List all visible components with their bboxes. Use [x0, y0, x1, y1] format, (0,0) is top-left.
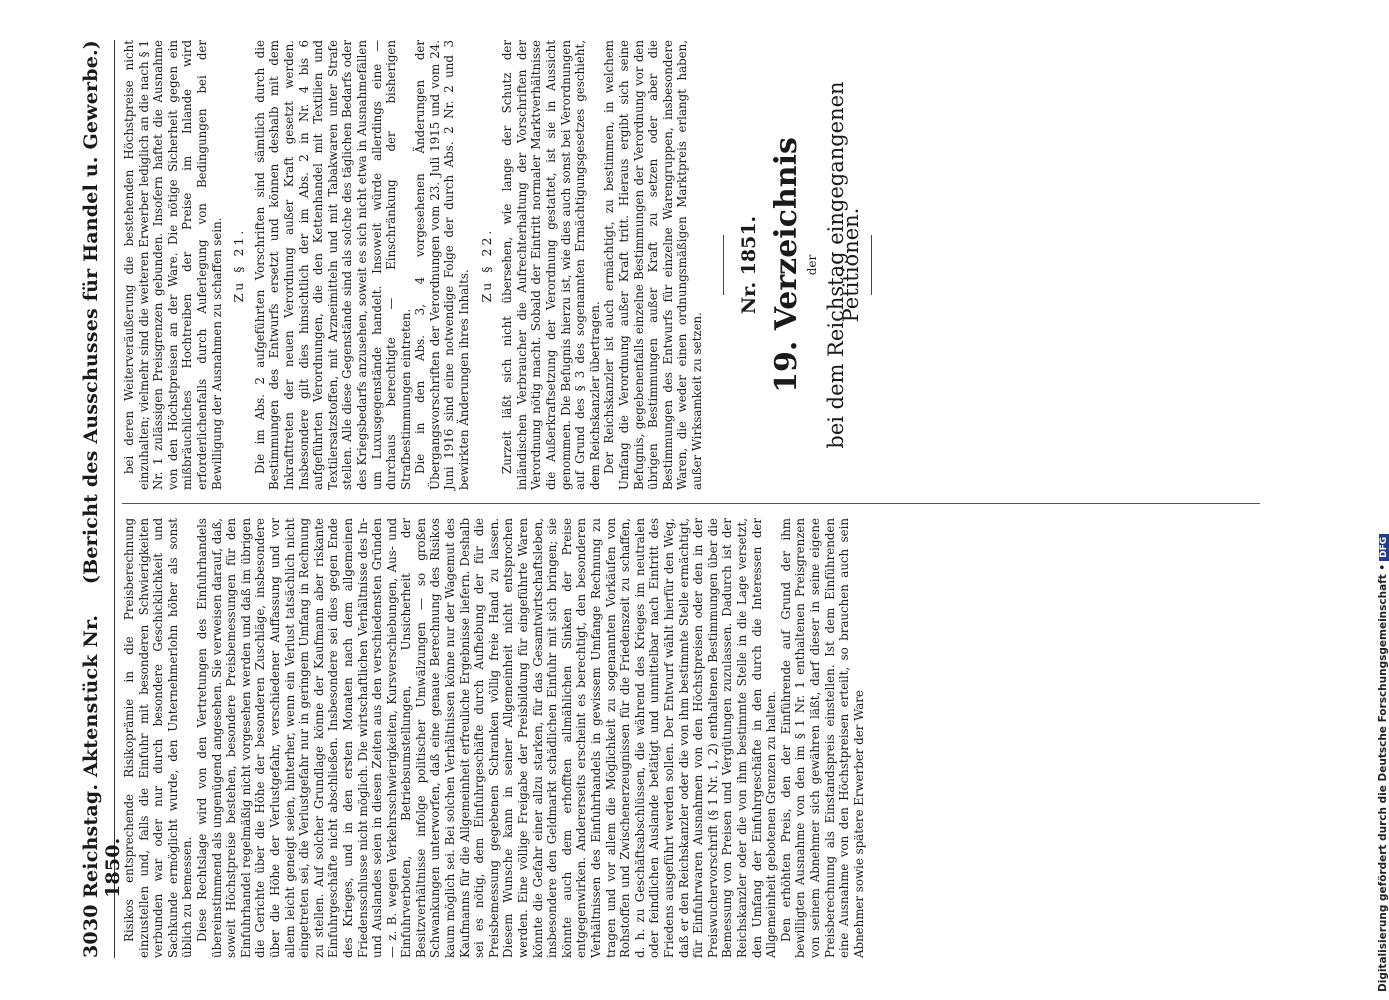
right-paragraph: Die in den Abs. 3, 4 vorgesehenen Änderungen der Übergangsvorschriften der Verordnungen vom 23. Juli 1915 und vom 24. Juni 1916 sind eine notwendige Folge der durch Abs. 2 Nr. 2 und 3 bewirkten Änderungen ihres Inhalts.	[413, 40, 472, 490]
digitization-credit	[1377, 534, 1389, 992]
left-paragraph: Diese Rechtslage wird von den Vertretungen des Einfuhrhandels übereinstimmend als ungenügend angesehen. Sie verweisen darauf, daß, soweit Höchstpreise bestehen, besondere Preisbemessungen für den Einfuhrhandel regelmäßig nicht vorgesehen werden und daß im übrigen die Gerichte über die Höhe der besonderen Zuschläge, insbesondere über die Höhe der Verlustgefahr, verschiedener Auffassung und vor allem leicht geneigt seien, hinterher, wenn ein Verlust tatsächlich nicht eingetreten sei, die Verlustgefahr nur in geringem Umfang in Rechnung zu stellen. Auf solcher Grundlage könne der Kaufmann aber riskante Einfuhrgeschäfte nicht abschließen. Insbesondere sei dies gegen Ende des Krieges, und in den ersten Monaten nach dem allgemeinen Friedensschlusse nicht möglich. Die wirtschaftlichen Verhältnisse des In- und Auslandes seien in diesen Zeiten aus den verschiedensten Gründen — z. B. wegen Verkehrsschwierigkeiten, Kursverschiebungen, Aus- und Einfuhrverboten, Betriebsumstellungen, Unsicherheit der Besitzverhältnisse infolge politischer Umwälzungen — so großen Schwankungen unterworfen, daß eine genaue Berechnung des Risikos kaum möglich sei. Bei solchen Verhältnissen könne nur der Wagemut des Kaufmanns für die Allgemeinheit erfreuliche Ergebnisse liefern. Deshalb sei es nötig, dem Einfuhrgeschäfte durch Aufhebung der für die Preisbemessung gegebenen Schranken völlig freie Hand zu lassen. Diesem Wunsche kann in seiner Allgemeinheit nicht entsprochen werden. Eine völlige Freigabe der Preisbildung für eingeführte Waren könnte die Gefahr einer allzu starken, für das Gesamtwirtschaftsleben, insbesondere den Geldmarkt schädlichen Einfuhr mit sich bringen; sie könnte auch dem erhofften allmählichen Sinken der Preise entgegenwirken. Andererseits erscheint es berechtigt, den besonderen Verhältnissen des Einfuhrhandels in gewissem Umfange Rechnung zu tragen und vor allem die Möglichkeit zu sogenannten Vorkäufen von Rohstoffen und Zwischenerzeugnissen für die Friedenszeit zu schaffen, d. h. zu Geschäftsabschlüssen, die während des Krieges im neutralen oder feindlichen Auslande betätigt und unmittelbar nach Eintritt des Friedens ausgeführt werden sollen. Der Entwurf wählt hierfür den Weg, daß er den Reichskanzler oder die von ihm bestimmte Stelle ermächtigt, für Einfuhrwaren Ausnahmen von den Höchstpreisen oder den in der Preiswuchervorschrift (§ 1 Nr. 1, 2) enthaltenen Bestimmungen über die Bemessung von Preisen und Vergütungen zuzulassen. Dadurch ist der Reichskanzler oder die von ihm bestimmte Stelle in die Lage versetzt, den Umfang der Einfuhrgeschäfte in den durch die Interessen der Allgemeinheit gebotenen Grenzen zu halten.	[194, 518, 779, 958]
right-column	[122, 40, 1260, 490]
section-heading-22: Zu § 22.	[478, 227, 494, 303]
document-title: 19. Verzeichnis	[769, 137, 805, 393]
document-subtitle: bei dem Reichstag eingegangenen Petitionen.	[824, 81, 863, 449]
dfg-logo: DFG	[1379, 534, 1389, 561]
left-paragraph: Risikos entsprechende Risikoprämie in die Preisberechnung einzustellen und, falls die Einfuhr mit besonderen Schwierigkeiten verbunden war oder nur durch besondere Geschicklichkeit und Sachkunde ermöglicht wurde, den Unternehmerlohn höher als sonst üblich zu bemessen.	[122, 518, 195, 958]
rotated-scan-page	[80, 40, 1260, 958]
column-divider	[122, 503, 1260, 504]
document-title-connector: der	[804, 254, 819, 276]
section-heading-21: Zu § 21.	[231, 227, 247, 303]
right-paragraph: Der Reichskanzler ist auch ermächtigt, zu bestimmen, in welchem Umfang die Verordnung außer Kraft tritt. Hieraus ergibt sich seine Befugnis, gegebenenfalls einzelne Bestimmungen der Verordnung vor den übrigen Bestimmungen außer Kraft zu setzen oder aber die Bestimmungen des Entwurfs für einzelne Warengruppen, insbesondere Waren, die weder einen ordnungsmäßigen Marktpreis erlangt haben, außer Wirksamkeit zu setzen.	[602, 40, 704, 490]
running-header	[80, 40, 124, 958]
separator-rule	[723, 235, 724, 295]
right-paragraph: Zurzeit läßt sich nicht übersehen, wie lange der Schutz der inländischen Verbraucher die Aufrechterhaltung der Vorschriften der Verordnung nötig macht. Sobald der Eintritt normaler Marktverhältnisse die Außerkraftsetzung der Verordnung gestattet, ist sie in Aussicht genommen. Die Befugnis hierzu ist, wie dies auch sonst bei Verordnungen auf Grund des § 3 des sogenannten Ermächtigungsgesetzes geschieht, dem Reichskanzler übertragen.	[500, 40, 602, 490]
header-section: (Bericht des Ausschusses für Handel u. Gewerbe.)	[80, 40, 102, 585]
header-title: Reichstag. Aktenstück Nr. 1850.	[80, 614, 124, 898]
credit-text: Digitalisierung gefördert durch die Deutsche Forschungsgemeinschaft •	[1377, 563, 1389, 992]
right-paragraph: Die im Abs. 2 aufgeführten Vorschriften sind sämtlich durch die Bestimmungen des Entwurfs ersetzt und können deshalb mit dem Inkrafttreten der neuen Verordnung außer Kraft gesetzt werden. Insbesondere gilt dies hinsichtlich der im Abs. 2 in Nr. 4 bis 6 aufgeführten Verordnungen, die den Kettenhandel mit Textilien und Textilersatzstoffen, mit Arzneimitteln und mit Tabakwaren unter Strafe stellen. Alle diese Gegenstände sind als solche des täglichen Bedarfs oder des Kriegsbedarfs anzusehen, soweit es sich nicht etwa in Ausnahmefällen um Luxusgegenstände handelt. Insoweit würde allerdings eine — durchaus berechtigte — Einschränkung der bisherigen Strafbestimmungen eintreten.	[252, 40, 413, 490]
left-column	[122, 518, 1260, 958]
page-number: 3030	[80, 904, 102, 958]
separator-rule	[871, 235, 872, 295]
document-number: Nr. 1851.	[737, 215, 760, 315]
right-paragraph: bei deren Weiterveräußerung die bestehenden Höchstpreise nicht einzuhalten; vielmehr sind die weiteren Erwerber lediglich an die nach § 1 Nr. 1 zulässigen Preisgrenzen gebunden. Insofern haftet die Ausnahme von den Höchstpreisen an der Ware. Die nötige Sicherheit gegen ein mißbräuchliches Hochtreiben der Preise im Inlande wird erforderlichenfalls durch Auferlegung von Bedingungen bei der Bewilligung der Ausnahmen zu schaffen sein.	[122, 40, 224, 490]
document-page	[80, 40, 1260, 958]
left-paragraph: Den erhöhten Preis, den der Einführende auf Grund der ihm bewilligten Ausnahme von den im § 1 Nr. 1 enthaltenen Preisgrenzen von seinem Abnehmer sich gewähren läßt, darf dieser in seine eigene Preisberechnung als Einstandspreis einstellen. Ist dem Einführenden eine Ausnahme von den Höchstpreisen erteilt, so brauchen auch sein Abnehmer sowie spätere Erwerber der Ware	[778, 518, 866, 958]
